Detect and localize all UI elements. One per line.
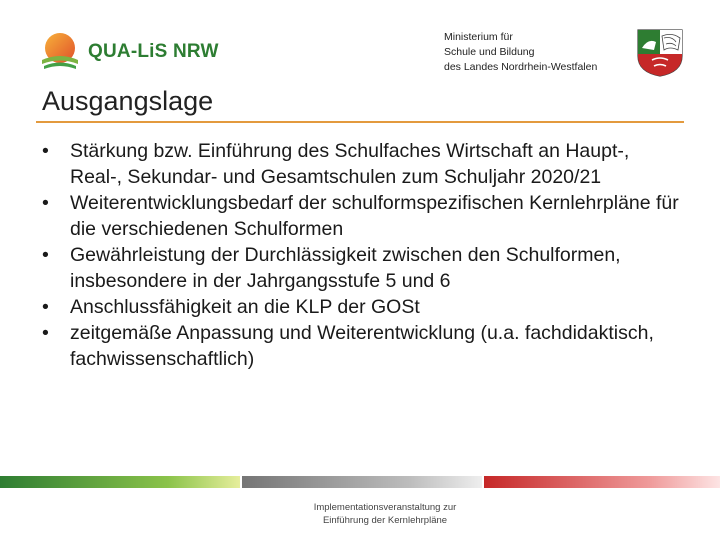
qualis-logo (38, 28, 218, 76)
bullet-item (40, 320, 680, 372)
bullet-text: Gewährleistung der Durchlässigkeit zwischen den Schulformen, insbesondere in der Jahrgangsstufe 5 und 6 (70, 244, 621, 292)
bullet-item (40, 138, 680, 190)
footer-line-1: Implementationsveranstaltung zur (313, 502, 457, 513)
bullet-text: Anschlussfähigkeit an die KLP der GOSt (70, 296, 420, 318)
bullet-item (40, 190, 680, 242)
bullet-text: Stärkung bzw. Einführung des Schulfaches Wirtschaft an Haupt-, Real-, Sekundar- und Gesamtschulen zum Schuljahr 2020/21 (70, 140, 630, 188)
footer-color-bar (0, 476, 720, 488)
bullet-dot-icon: • (42, 296, 49, 318)
qualis-sun-icon (38, 30, 82, 74)
footer-caption (270, 501, 500, 527)
bullet-text: Weiterentwicklungsbedarf der schulformspezifischen Kernlehrpläne für die verschiedenen Schulformen (70, 192, 679, 240)
nrw-crest-icon (632, 28, 688, 78)
bullet-dot-icon: • (42, 140, 49, 162)
bullet-item (40, 294, 680, 320)
footer-bar-grey (242, 476, 482, 488)
ministry-line-1: Ministerium für (444, 31, 513, 43)
ministry-name (444, 30, 619, 75)
bullet-dot-icon: • (42, 322, 49, 344)
bullet-dot-icon: • (42, 244, 49, 266)
qualis-logo-text: QUA-LiS NRW (88, 41, 219, 62)
footer-line-2: Einführung der Kernlehrpläne (322, 515, 448, 526)
bullet-item (40, 242, 680, 294)
ministry-line-2: Schule und Bildung (444, 46, 535, 58)
bullet-dot-icon: • (42, 192, 49, 214)
footer-bar-red (484, 476, 720, 488)
title-divider (36, 121, 684, 123)
slide-title: Ausgangslage (42, 86, 214, 116)
bullet-list (40, 138, 680, 372)
footer-bar-green (0, 476, 240, 488)
bullet-text: zeitgemäße Anpassung und Weiterentwicklung (u.a. fachdidaktisch, fachwissenschaftlich) (70, 322, 654, 370)
ministry-line-3: des Landes Nordrhein-Westfalen (444, 61, 598, 73)
